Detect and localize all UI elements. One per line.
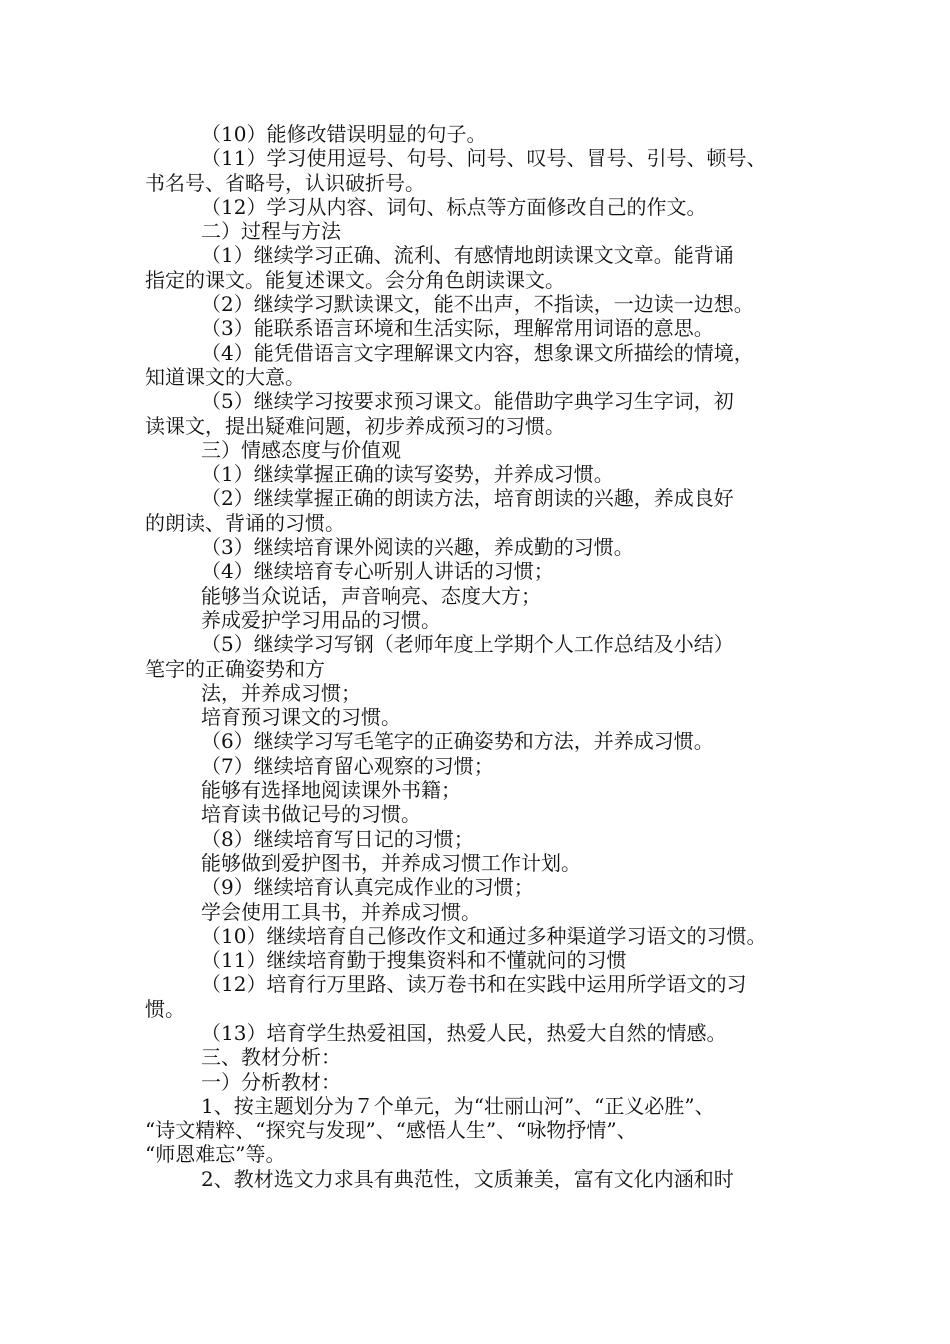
text-line: （7）继续培育留心观察的习惯； [201, 753, 494, 778]
text-line: （4）能凭借语言文字理解课文内容，想象课文所描绘的情境， [201, 340, 754, 365]
text-line: （1）继续学习正确、流利、有感情地朗读课文文章。能背诵 [201, 243, 734, 268]
text-line: 一）分析教材： [201, 1069, 341, 1094]
text-line: 二）过程与方法 [201, 219, 341, 244]
text-line: 培育预习课文的习惯。 [201, 705, 401, 730]
text-line: 法，并养成习惯； [201, 680, 361, 705]
text-line: “师恩难忘”等。 [145, 1142, 286, 1167]
text-line: （4）继续培育专心听别人讲话的习惯； [201, 559, 554, 584]
text-line: 能够当众说话，声音响亮、态度大方； [201, 583, 541, 608]
text-line: 学会使用工具书，并养成习惯。 [201, 899, 481, 924]
text-line: （9）继续培育认真完成作业的习惯； [201, 875, 534, 900]
text-line: （3）继续培育课外阅读的兴趣，养成勤的习惯。 [201, 535, 634, 560]
text-line: （6）继续学习写毛笔字的正确姿势和方法，并养成习惯。 [201, 729, 714, 754]
text-line: “诗文精粹、“探究与发现”、“感悟人生”、“咏物抒情”、 [145, 1118, 637, 1143]
text-line: （5）继续学习写钢（老师年度上学期个人工作总结及小结） [201, 632, 734, 657]
text-line: 能够有选择地阅读课外书籍； [201, 778, 461, 803]
text-line: （5）继续学习按要求预习课文。能借助字典学习生字词，初 [201, 389, 734, 414]
text-line: （12）培育行万里路、读万卷书和在实践中运用所学语文的习 [201, 972, 747, 997]
text-line: 三）情感态度与价值观 [201, 437, 401, 462]
text-line: 三、教材分析： [201, 1045, 341, 1070]
text-line: 能够做到爱护图书，并养成习惯工作计划。 [201, 850, 581, 875]
text-line: （2）继续学习默读课文，能不出声，不指读，一边读一边想。 [201, 292, 754, 317]
text-line: （11）学习使用逗号、句号、问号、叹号、冒号、引号、顿号、 [201, 146, 767, 171]
text-line: 培育读书做记号的习惯。 [201, 802, 421, 827]
text-line: （3）能联系语言环境和生活实际，理解常用词语的意思。 [201, 316, 714, 341]
text-line: （11）继续培育勤于搜集资料和不懂就问的习惯 [201, 948, 627, 973]
text-line: 惯。 [145, 996, 185, 1021]
text-line: 养成爱护学习用品的习惯。 [201, 607, 441, 632]
text-line: 读课文，提出疑难问题，初步养成预习的习惯。 [145, 413, 565, 438]
text-line: 指定的课文。能复述课文。会分角色朗读课文。 [145, 267, 565, 292]
text-line: （10）继续培育自己修改作文和通过多种渠道学习语文的习惯。 [201, 923, 767, 948]
text-line: 2、教材选文力求具有典范性，文质兼美，富有文化内涵和时 [201, 1166, 734, 1191]
text-line: 书名号、省略号，认识破折号。 [145, 170, 425, 195]
document-body [145, 122, 815, 1191]
text-line: 的朗读、背诵的习惯。 [145, 510, 345, 535]
text-line: （13）培育学生热爱祖国，热爱人民，热爱大自然的情感。 [201, 1020, 727, 1045]
text-line: 知道课文的大意。 [145, 364, 305, 389]
text-line: （1）继续掌握正确的读写姿势，并养成习惯。 [201, 462, 614, 487]
text-line: （8）继续培育写日记的习惯； [201, 826, 474, 851]
text-line: （12）学习从内容、词句、标点等方面修改自己的作文。 [201, 194, 707, 219]
text-line: （10）能修改错误明显的句子。 [201, 122, 487, 146]
text-line: 1、按主题划分为７个单元，为“壮丽山河”、“正义必胜”、 [201, 1093, 715, 1118]
text-line: 笔字的正确姿势和方 [145, 656, 325, 681]
text-line: （2）继续掌握正确的朗读方法，培育朗读的兴趣，养成良好 [201, 486, 734, 511]
